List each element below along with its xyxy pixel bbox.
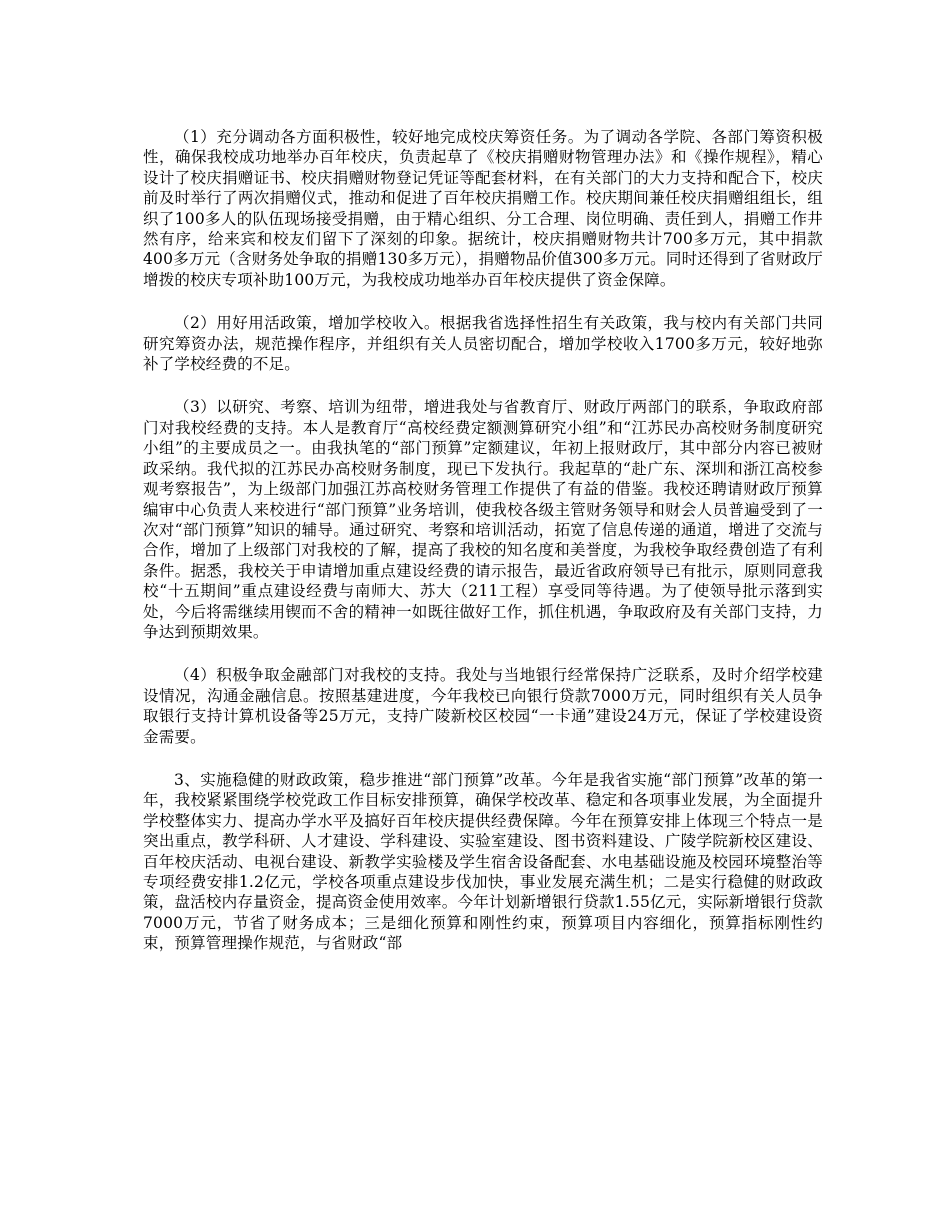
paragraph-gap bbox=[143, 747, 823, 770]
paragraph-3: （3）以研究、考察、培训为纽带，增进我处与省教育厅、财政厅两部门的联系，争取政府部门对我校经费的支持。本人是教育厅“高校经费定额测算研究小组”和“江苏民办高校财务制度研究小组”的主要成员之一。由我执笔的“部门预算”定额建议，年初上报财政厅，其中部分内容已被财政采纳。我代拟的江苏民办高校财务制度，现已下发执行。我起草的“赴广东、深圳和浙江高校参观考察报告”，为上级部门加强江苏高校财务管理工作提供了有益的借鉴。我校还聘请财政厅预算编审中心负责人来校进行“部门预算”业务培训，使我校各级主管财务领导和财会人员普遍受到了一次对“部门预算”知识的辅导。通过研究、考察和培训活动，拓宽了信息传递的通道，增进了交流与合作，增加了上级部门对我校的了解，提高了我校的知名度和美誉度，为我校争取经费创造了有利条件。据悉，我校关于申请增加重点建设经费的请示报告，最近省政府领导已有批示，原则同意我校“十五期间”重点建设经费与南师大、苏大（211工程）享受同等待遇。为了使领导批示落到实处，今后将需继续用锲而不舍的精神一如既往做好工作，抓住机遇，争取政府及有关部门支持，力争达到预期效果。 bbox=[143, 398, 823, 641]
document-page bbox=[143, 127, 823, 954]
paragraph-5: 3、实施稳健的财政政策，稳步推进“部门预算”改革。今年是我省实施“部门预算”改革的第一年，我校紧紧围绕学校党政工作目标安排预算，确保学校改革、稳定和各项事业发展，为全面提升学校整体实力、提高办学水平及搞好百年校庆提供经费保障。今年在预算安排上体现三个特点一是突出重点，教学科研、人才建设、学科建设、实验室建设、图书资料建设、广陵学院新校区建设、百年校庆活动、电视台建设、新教学实验楼及学生宿舍设备配套、水电基础设施及校园环境整治等专项经费安排1.2亿元，学校各项重点建设步伐加快，事业发展充满生机；二是实行稳健的财政政策，盘活校内存量资金，提高资金使用效率。今年计划新增银行贷款1.55亿元，实际新增银行贷款7000万元，节省了财务成本；三是细化预算和刚性约束，预算项目内容细化，预算指标刚性约束，预算管理操作规范，与省财政“部 bbox=[143, 770, 823, 953]
paragraph-2: （2）用好用活政策，增加学校收入。根据我省选择性招生有关政策，我与校内有关部门共同研究筹资办法，规范操作程序，并组织有关人员密切配合，增加学校收入1700多万元，较好地弥补了学校经费的不足。 bbox=[143, 314, 823, 374]
paragraph-gap bbox=[143, 290, 823, 313]
paragraph-gap bbox=[143, 642, 823, 665]
paragraph-1: （1）充分调动各方面积极性，较好地完成校庆筹资任务。为了调动各学院、各部门筹资积极性，确保我校成功地举办百年校庆，负责起草了《校庆捐赠财物管理办法》和《操作规程》，精心设计了校庆捐赠证书、校庆捐赠财物登记凭证等配套材料，在有关部门的大力支持和配合下，校庆前及时举行了两次捐赠仪式，推动和促进了百年校庆捐赠工作。校庆期间兼任校庆捐赠组组长，组织了100多人的队伍现场接受捐赠，由于精心组织、分工合理、岗位明确、责任到人，捐赠工作井然有序，给来宾和校友们留下了深刻的印象。据统计，校庆捐赠财物共计700多万元，其中捐款400多万元（含财务处争取的捐赠130多万元），捐赠物品价值300多万元。同时还得到了省财政厅增拨的校庆专项补助100万元，为我校成功地举办百年校庆提供了资金保障。 bbox=[143, 128, 823, 289]
paragraph-4: （4）积极争取金融部门对我校的支持。我处与当地银行经常保持广泛联系，及时介绍学校建设情况，沟通金融信息。按照基建进度，今年我校已向银行贷款7000万元，同时组织有关人员争取银行支持计算机设备等25万元，支持广陵新校区校园“一卡通”建设24万元，保证了学校建设资金需要。 bbox=[143, 666, 823, 746]
paragraph-gap bbox=[143, 374, 823, 397]
